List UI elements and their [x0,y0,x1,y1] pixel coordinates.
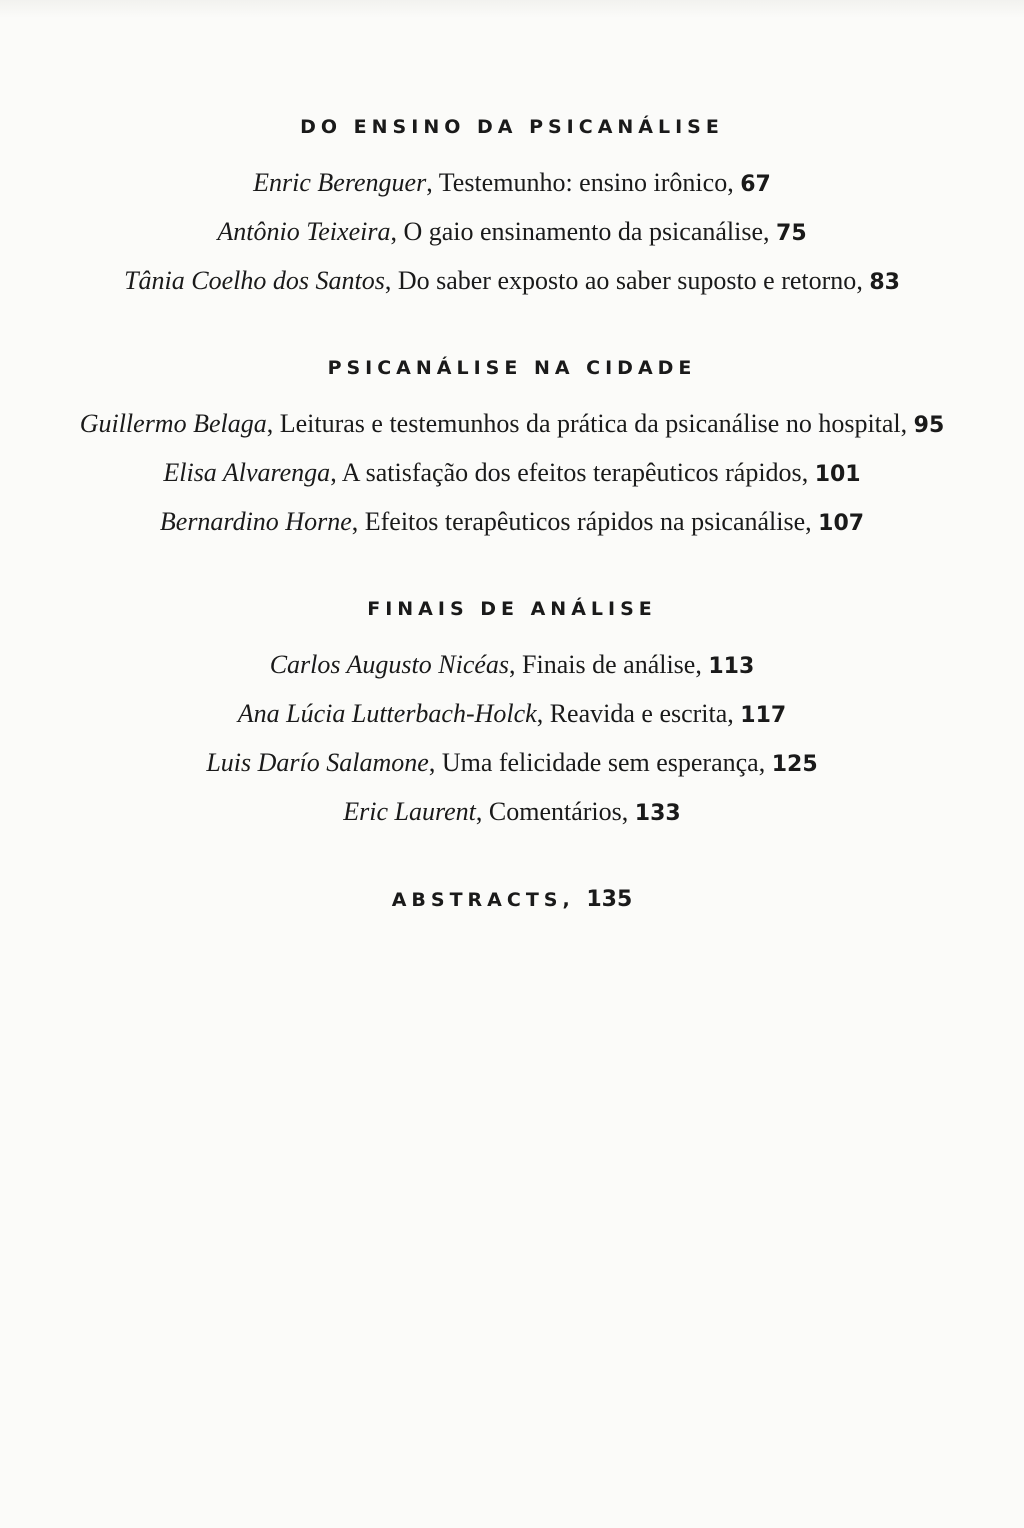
entry-page-number: 117 [740,703,787,728]
toc-entry: Tânia Coelho dos Santos, Do saber exposto ao saber suposto e retorno, 83 [124,266,900,295]
entry-author: Enric Berenguer [253,168,427,197]
section-heading: FINAIS DE ANÁLISE [367,598,657,620]
entry-page-number: 67 [740,172,771,197]
entry-page-number: 133 [634,801,681,826]
entry-title: Leituras e testemunhos da prática da psicanálise no hospital [279,409,901,438]
entry-author: Guillermo Belaga [79,409,267,438]
toc-entry: Bernardino Horne, Efeitos terapêuticos rápidos na psicanálise, 107 [159,507,865,536]
entry-page-number: 101 [814,462,861,487]
entry-page-number: 83 [869,270,900,295]
entry-page-number: 125 [771,752,818,777]
entry-author: Ana Lúcia Lutterbach-Holck [237,699,537,728]
entry-author: Elisa Alvarenga [163,458,331,487]
section-heading: DO ENSINO DA PSICANÁLISE [300,116,724,138]
toc-entry: Enric Berenguer, Testemunho: ensino irônico, 67 [253,168,771,197]
entry-title: Testemunho: ensino irônico [438,168,728,197]
entry-author: Antônio Teixeira [217,217,391,246]
entry-page-number: 95 [913,413,945,438]
entry-title: A satisfação dos efeitos terapêuticos rápidos [341,458,802,487]
entry-title: O gaio ensinamento da psicanálise [403,217,764,246]
toc-entry: Luis Darío Salamone, Uma felicidade sem esperança, 125 [206,748,818,777]
table-of-contents [0,108,1024,920]
entry-author: Eric Laurent [343,797,476,826]
toc-entry: Guillermo Belaga, Leituras e testemunhos da prática da psicanálise no hospital, 95 [79,409,945,438]
entry-author: Tânia Coelho dos Santos [124,266,385,295]
toc-section-cidade [0,349,1024,546]
entry-title: Comentários [488,797,622,826]
toc-section-finais [0,590,1024,836]
entry-author: Bernardino Horne [159,507,352,536]
entry-page-number: 107 [818,511,865,536]
entry-title: Finais de análise [522,650,696,679]
toc-section-ensino [0,108,1024,305]
abstracts-label: ABSTRACTS [391,889,563,911]
toc-entry: Elisa Alvarenga, A satisfação dos efeitos terapêuticos rápidos, 101 [163,458,861,487]
section-heading: PSICANÁLISE NA CIDADE [327,357,697,379]
abstracts-entry: ABSTRACTS, 135 [391,887,633,912]
entry-author: Luis Darío Salamone [206,748,429,777]
toc-entry: Antônio Teixeira, O gaio ensinamento da psicanálise, 75 [217,217,807,246]
toc-entry: Carlos Augusto Nicéas, Finais de análise, 113 [269,650,755,679]
toc-entry: Eric Laurent, Comentários, 133 [343,797,681,826]
entry-author: Carlos Augusto Nicéas [269,650,510,679]
entry-title: Uma felicidade sem esperança [441,748,759,777]
toc-entry: Ana Lúcia Lutterbach-Holck, Reavida e escrita, 117 [237,699,787,728]
abstracts-page-number: 135 [586,887,633,912]
entry-title: Do saber exposto ao saber suposto e retorno [397,266,857,295]
entry-title: Efeitos terapêuticos rápidos na psicanálise [364,507,806,536]
entry-title: Reavida e escrita [549,699,728,728]
entry-page-number: 113 [708,654,755,679]
entry-page-number: 75 [776,221,807,246]
